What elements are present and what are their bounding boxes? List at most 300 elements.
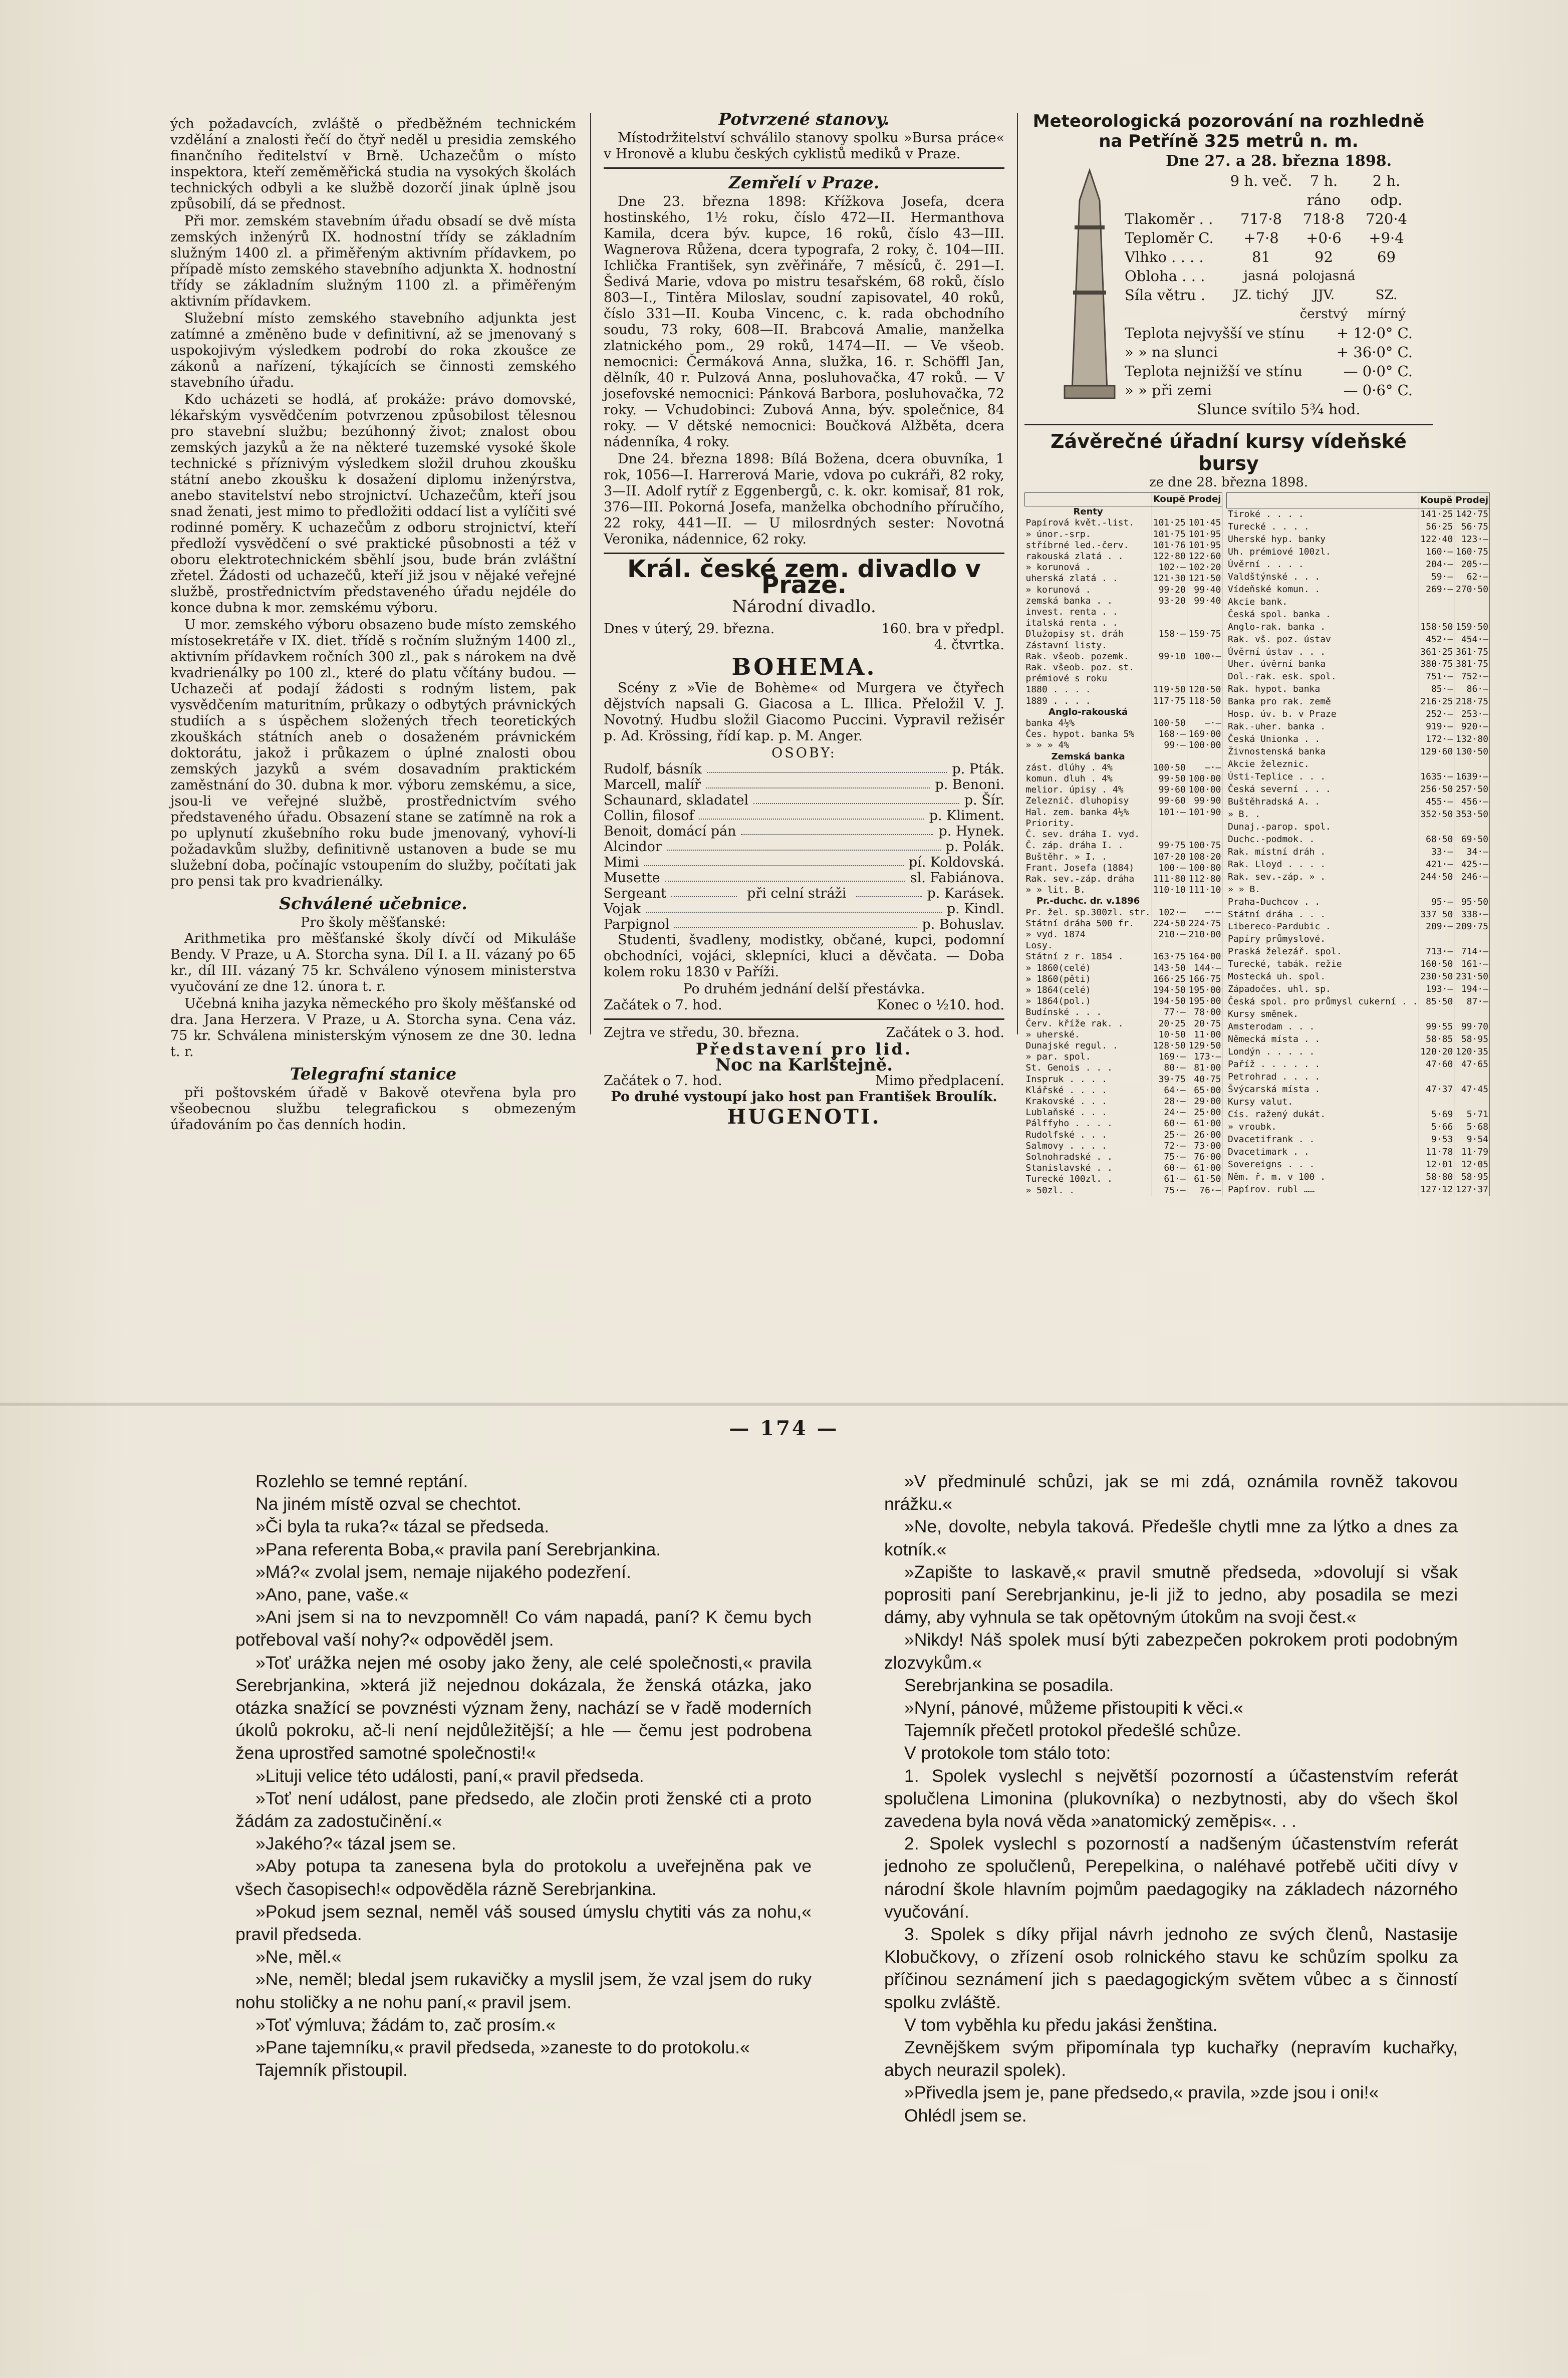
buy-price: 85·— [1419,683,1454,696]
sell-price: 100·80 [1187,863,1222,874]
paragraph: Služební místo zemského stavebního adjunkta jest zatímné a změněno bude v definitivní, až se jmenovaný s uspokojivým výsledkem podrobí do roka zkoušce ze zákonů a nařízení, týkajících se činnosti zemského stavebního úřadu. [170,311,576,390]
story-paragraph: »Aby potupa ta zanesena byla do protokolu a uveřejněna pak ve všech časopisech!« odpověděla rázně Serebrjankina. [235,1856,812,1899]
weather-col-head: 2 h. odp. [1370,172,1403,208]
security-name: Česká spol. banka . [1227,608,1419,621]
sell-price [1187,751,1222,762]
weather-value: +9·4 [1369,229,1404,246]
buy-price: 47·37 [1419,1083,1454,1096]
temperature-label: » » na slunci [1125,344,1218,361]
sell-price: 1639·— [1454,771,1490,783]
buy-price: 128·50 [1152,1040,1187,1051]
exchange-row [1025,1152,1222,1163]
section-subheading: Pro školy měšťanské: [301,915,446,930]
sell-price: 112·80 [1187,874,1222,885]
sell-price: 338·— [1454,908,1490,921]
exchange-row [1227,721,1490,733]
sell-price: 5·71 [1454,1108,1490,1121]
exchange-table-right [1226,492,1490,1196]
security-name: Banka pro rak. země [1227,696,1419,708]
column-notices [604,111,1004,1129]
buy-price: 101·76 [1152,540,1187,551]
story-paragraph: »Toť výmluva; žádám to, zač prosím.« [255,2014,556,2035]
security-name: Salmovy . . . . [1025,1141,1152,1152]
leader-dots [644,855,904,866]
buy-price: 193·— [1419,983,1454,996]
subscription-info: 160. bra v předpl. [881,621,1004,637]
sell-price [1454,758,1490,771]
security-name: Klářské . . . . [1025,1085,1152,1096]
buy-price: 61·— [1152,1174,1187,1185]
story-paragraph: 3. Spolek s díky přijal návrh jednoho ze svých členů, Nastasije Klobučkovy, o zřízení osob rolnického stavu ke schůzím spolku za příčinou seznámení jich s paedagogickým světem vůbec a s činností spolku zvláště. [884,1924,1458,2012]
sell-price: 100·— [1187,651,1222,662]
sell-price: 47·65 [1454,1059,1490,1071]
extras: Studenti, švadleny, modistky, občané, kupci, podomní obchodníci, vojáci, sklepníci, kluci a děvčata. — Doba kolem roku 1830 v Paříži. [604,932,1004,980]
exchange-row [1227,1158,1490,1171]
cast-actor: p. Pták. [952,761,1004,777]
security-name: » uherské. [1025,1029,1152,1040]
security-name: Hosp. úv. b. v Praze [1227,708,1419,721]
paragraph: Dne 24. března 1898: Bílá Božena, dcera obuvníka, 1 rok, 1056—I. Harrerová Marie, vdova po cukráři, 82 roky, 3—II. Adolf rytíř z Eggenbergů, c. k. okr. komisař, 81 rok, 376—III. Pokorná Josefa, manželka obchodního příručího, 22 roky, 441—II. — U milosrdných sester: Novotná Veronika, nádennice, 62 roky. [604,451,1004,547]
story-paragraph: »Toť urážka nejen mé osoby jako ženy, ale celé společnosti,« pravila Serebrjankina, »která již nejednou dokázala, že ženská otázka, jako otázka snažící se povznésti význam ženy, nachází se v řadě moderních úkolů pokroku, ač-li není nejdůležitější; a hle — čemu jest podrobena žena uprostřed samotné společnosti!« [235,1652,812,1763]
security-name: Úvěrní ústav . . . [1227,646,1419,658]
exchange-row [1227,646,1490,658]
column-head-sell: Prodej [1454,493,1490,508]
buy-price [1152,818,1187,829]
weather-value: +0·6 [1306,229,1342,246]
security-name: » 1860(celé) [1025,963,1152,974]
leader-dots [699,808,924,820]
bursa-date: ze dne 28. března 1898. [1149,475,1309,490]
sell-price: 159·50 [1454,621,1490,633]
sell-price: 142·75 [1454,508,1490,521]
buy-price: 25·— [1152,1130,1187,1141]
paragraph: U mor. zemského výboru obsazeno bude místo zemského místosekretáře v IX. diet. třídě s ročním služným 1400 zl., aktivním přídavkem ročních 300 zl., pak s nárokem na dvě kvadrienálky po 100 zl., které do platu včítány budou. — Uchazeči ať podají žádosti s rodným listem, pak vysvědčením maturitním, průkazy o odbytých právnických studiích a s úspěchem složených třech teoretických zkouškách státních aneb o dosaženém právnickém doktorátu, jakož i průkazem o úplné znalosti obou zemských jazyků a svém dosavadním praktickém zaměstnání do 30. dubna k mor. výboru zemskému, a sice, jsou-li ve veřejné službě, prostřednictvím svého představeného úřadu. Obsazení stane se zatímně na rok a po uplynutí zkušebního roku bude jmenovaný, vyhoví-li požadavkům služby, definitivně ustanoven a bude se mu služební doba, počínajíc vstoupením do služby, počítati jak pro pensi tak pro kvadrienálky. [170,617,576,889]
weather-label: Obloha . . . [1125,268,1205,285]
cast-role: Marcell, malíř [604,777,701,792]
buy-price: 33·— [1419,846,1454,858]
buy-price: 101·25 [1152,517,1187,529]
sell-price: 76·00 [1187,1152,1222,1163]
exchange-row [1227,633,1490,646]
divider [604,553,1004,554]
sell-price: 210·00 [1187,929,1222,940]
paragraph: Učebná kniha jazyka německého pro školy měšťanské od dra. Jana Herzera. V Praze, u A. Storcha syna. Cena váz. 75 kr. Schválena ministerským výnosem ze dne 30. ledna t. r. [170,996,576,1060]
exchange-row [1227,809,1490,821]
buy-price: 99·60 [1152,796,1187,807]
security-name: Úvěrní . . . . [1227,558,1419,571]
security-name: Vídeňské komun. . [1227,583,1419,596]
weather-heading: Meteorologická pozorování na rozhledně na Petříně 325 metrů n. m. [1032,111,1425,151]
buy-price: 210·— [1152,929,1187,940]
sell-price: 76·— [1187,1185,1222,1196]
security-name: Priority. [1025,818,1152,829]
sell-price [1187,640,1222,651]
exchange-row [1227,1096,1490,1108]
weather-row [1125,209,1433,228]
sell-price: 130·50 [1454,746,1490,758]
buy-price: 194·50 [1152,985,1187,996]
sell-price: 122·60 [1187,551,1222,562]
sell-price [1187,829,1222,840]
security-name: » 1864(pol.) [1025,996,1152,1007]
security-name: prémiové s roku [1025,673,1152,684]
buy-price [1419,1096,1454,1108]
exchange-row [1025,996,1222,1007]
cast-actor: p. Bohuslav. [922,917,1004,932]
exchange-row [1227,658,1490,671]
sell-price: 270·50 [1454,583,1490,596]
sell-price: 12·05 [1454,1158,1490,1171]
paragraph: Místodržitelství schválilo stanovy spolku »Bursa práce« v Hronově a klubu českých cyklistů mediků v Praze. [604,130,1004,162]
sell-price: —·— [1187,718,1222,729]
security-name: melior. úpisy . 4% [1025,784,1152,796]
paragraph: Arithmetika pro měšťanské školy dívčí od Mikuláše Bendy. V Praze, u A. Storcha syna. Díl I. a II. vázaný po 65 kr., díl III. vázaný 75 kr. Schváleno výnosem ministerstva vyučování ze dne 12. února t. r. [170,931,576,994]
buy-price: 1635·— [1419,771,1454,783]
sell-price [1454,608,1490,621]
security-name: Švýcarská místa . [1227,1083,1419,1096]
security-name: Č. sev. dráha I. vyd. [1025,829,1152,840]
buy-price: 163·75 [1152,951,1187,962]
story-paragraph: »Ne, neměl; bledal jsem rukavičky a myslil jsem, že vzal jsem do ruky nohu stoličky a ne nohu paní,« pravil jsem. [235,1969,812,2012]
buy-price: 751·— [1419,671,1454,683]
divider [1024,424,1433,425]
divider [604,167,1004,169]
sell-price: 61·50 [1187,1174,1222,1185]
temperature-value: — 0·0° C. [1343,363,1413,380]
story-paragraph: »Ne, měl.« [255,1947,342,1967]
security-name: Papíry průmyslové. [1227,933,1419,946]
security-name: Zástavní listy. [1025,640,1152,651]
end-time: Konec o ½10. hod. [877,997,1004,1013]
cast-row [604,917,1004,932]
temperature-value: + 12·0° C. [1336,325,1413,342]
security-name: Papírov. rubl …… [1227,1183,1419,1196]
exchange-row [1025,1051,1222,1063]
security-name: Dol.-rak. esk. spol. [1227,671,1419,683]
sell-price: 99·40 [1187,596,1222,607]
security-name: Cís. ražený dukát. [1227,1108,1419,1121]
buy-price [1152,673,1187,684]
weather-value: 92 [1315,248,1333,266]
security-name: Dunajské regul. . [1025,1040,1152,1051]
security-name: Dlužopisy st. dráh [1025,629,1152,640]
sell-price: 102·20 [1187,562,1222,573]
column-divider [1017,113,1018,1034]
temperature-row [1125,362,1433,381]
buy-price: 244·50 [1419,871,1454,883]
exchange-table-left [1024,492,1222,1196]
sell-price [1187,673,1222,684]
exchange-row [1227,596,1490,608]
security-name: » korunová . [1025,562,1152,573]
weather-value: 69 [1377,248,1396,266]
security-name: Frant. Josefa (1884) [1025,863,1152,874]
exchange-row [1025,863,1222,874]
exchange-row [1025,662,1222,673]
buy-price: 102·— [1152,562,1187,573]
exchange-row [1025,1063,1222,1074]
security-name: Mostecká uh. spol. [1227,971,1419,983]
sell-price: 246·— [1454,871,1490,883]
buy-price [1419,1071,1454,1084]
sell-price: 169·00 [1187,729,1222,740]
next-date: Zejtra ve středu, 30. března. [604,1025,800,1040]
buy-price: 158·— [1152,629,1187,640]
story-paragraph: »Nyní, pánové, můžeme přistoupiti k věci.« [904,1698,1243,1718]
exchange-row [1227,621,1490,633]
buy-price: 39·75 [1152,1074,1187,1085]
buy-price: 75·— [1152,1152,1187,1163]
cast-role: Alcindor [604,839,662,855]
exchange-row [1025,707,1222,718]
buy-price [1152,829,1187,840]
buy-price: 10·50 [1152,1029,1187,1040]
cast-role: Vojak [604,901,641,917]
security-name: » vroubk. [1227,1121,1419,1133]
buy-price [1152,618,1187,629]
exchange-row [1227,896,1490,908]
security-name: Inspruk . . . . [1025,1074,1152,1085]
exchange-row [1025,607,1222,618]
buy-price: 252·— [1419,708,1454,721]
security-name: Státní dráha 500 fr. [1025,918,1152,929]
security-name: Akcie bank. [1227,596,1419,608]
security-name: 1889 . . . . [1025,696,1152,707]
security-name: Turecké, tabák. režie [1227,958,1419,971]
security-name: Dvacetifrank . . [1227,1133,1419,1146]
exchange-row [1025,807,1222,818]
exchange-row [1025,540,1222,551]
weather-value: JZ. tichý [1233,288,1289,303]
weather-dates: Dne 27. a 28. března 1898. [1165,152,1392,170]
cast-heading: OSOBY: [771,745,837,761]
exchange-row [1227,608,1490,621]
buy-price: 56·25 [1419,521,1454,534]
cast-role: Musette [604,870,660,886]
exchange-row [1025,1107,1222,1118]
security-name: Ústi-Teplice . . . [1227,771,1419,783]
security-name: Západočes. uhl. sp. [1227,983,1419,996]
buy-price: 352·50 [1419,809,1454,821]
buy-price: 380·75 [1419,658,1454,671]
exchange-row [1227,1033,1490,1046]
sell-price: 99·40 [1187,585,1222,596]
exchange-row [1227,946,1490,958]
security-name: Rak. sev.-záp. dráha [1025,874,1152,885]
weather-value: SZ. mírný [1367,288,1406,322]
security-name: zást. dlúhy . 4% [1025,762,1152,773]
security-name: Budínské . . . [1025,1007,1152,1018]
exchange-row [1227,883,1490,896]
exchange-row [1025,796,1222,807]
cast-row [604,901,1004,917]
story-paragraph: »Má?« zvolal jsem, nemaje nijakého podezření. [255,1561,631,1582]
sell-price: 78·00 [1187,1007,1222,1018]
exchange-row [1227,983,1490,996]
story-column-left [235,1470,812,2081]
weather-table [1125,171,1433,419]
security-name: Renty [1025,506,1152,518]
security-name: Papírová květ.-list. [1025,517,1152,529]
buy-price [1152,607,1187,618]
leader-dots [646,901,942,913]
sell-price: 129·50 [1187,1040,1222,1051]
exchange-row [1227,783,1490,796]
sell-price: 120·50 [1187,684,1222,695]
weather-row [1125,247,1433,267]
security-name: Losy. [1025,940,1152,951]
security-name: Turecké . . . . [1227,521,1419,534]
buy-price: 107·20 [1152,852,1187,863]
sell-price [1187,940,1222,951]
sell-price: 132·80 [1454,733,1490,746]
exchange-row [1227,683,1490,696]
security-name: Londýn . . . . . [1227,1046,1419,1059]
section-heading: Telegrafní stanice [290,1064,457,1084]
exchange-row [1227,1046,1490,1059]
exchange-row [1227,546,1490,559]
buy-price: 269·— [1419,583,1454,596]
buy-price: 100·50 [1152,762,1187,773]
buy-price: 99·75 [1152,840,1187,851]
exchange-row [1227,1133,1490,1146]
exchange-row [1025,1096,1222,1107]
sell-price [1187,818,1222,829]
buy-price: 224·50 [1152,918,1187,929]
exchange-row [1025,773,1222,784]
weather-label: Vlhko . . . . [1125,248,1204,266]
sell-price: 81·00 [1187,1063,1222,1074]
buy-price: 5·66 [1419,1121,1454,1133]
security-name: » 1864(celé) [1025,985,1152,996]
security-name: Buštěhr. » I. . [1025,852,1152,863]
security-name: Česká spol. pro průmysl cukerní . . [1227,996,1419,1008]
sell-price [1454,883,1490,896]
weather-value [1355,267,1418,286]
weather-value: 717·8 [1240,210,1282,227]
sell-price: 47·45 [1454,1083,1490,1096]
cast-role: Parpignol [604,917,670,932]
sell-price: 231·50 [1454,971,1490,983]
page-fold [0,1403,1568,1406]
exchange-row [1227,521,1490,534]
exchange-row [1025,740,1222,751]
security-name: St. Genois . . . [1025,1063,1152,1074]
security-name: Anglo-rakouská [1025,707,1152,718]
buy-price: 120·20 [1419,1046,1454,1059]
story-paragraph: »Přivedla jsem je, pane předsedo,« pravila, »zde jsou i oni!« [904,2082,1379,2103]
sell-price: 58·95 [1454,1033,1490,1046]
sell-price: 34·— [1454,846,1490,858]
exchange-row [1025,573,1222,584]
subscription-quarter: 4. čtvrtka. [934,637,1004,653]
cast-role: Sergeant [604,886,666,901]
security-name: Anglo-rak. banka . [1227,621,1419,633]
story-paragraph: »Ano, pane, vaše.« [255,1584,409,1605]
buy-price [1419,933,1454,946]
story-paragraph: »Zapište to laskavě,« pravil smutně předseda, »dovolují si však poprositi paní Serebrjankinu, je-li již to jedno, aby posadila se mezi dámy, aby vyhnula se tak opětovným útokům na svoji čest.« [884,1561,1458,1628]
security-name: Pálffyho . . . . [1025,1118,1152,1129]
sell-price: 144·— [1187,963,1222,974]
exchange-row [1025,1141,1222,1152]
security-name: Zeleznič. dluhopisy [1025,796,1152,807]
sell-price [1187,618,1222,629]
security-name: rakouská zlatá . . [1025,551,1152,562]
buy-price: 117·75 [1152,696,1187,707]
exchange-row [1025,963,1222,974]
exchange-row [1227,571,1490,583]
security-name: Libereco-Pardubic . [1227,921,1419,933]
exchange-row [1025,852,1222,863]
sell-price: 95·50 [1454,896,1490,908]
sell-price: 361·75 [1454,646,1490,658]
exchange-row [1025,1118,1222,1129]
exchange-row [1227,971,1490,983]
exchange-row [1227,1071,1490,1084]
security-name: Rak. Lloyd . . . . [1227,858,1419,871]
story-paragraph: 2. Spolek vyslechl s pozorností a nadšeným účastenstvím referát jednoho ze spolučlenů, Perepelkina, o naléhavé potřebě učiti dívy v národní škole hlavním pojmům paedagogiky na základech názorného vyučování. [884,1833,1458,1922]
security-name: » B. . [1227,809,1419,821]
buy-price: 110·10 [1152,885,1187,896]
sell-price: 173·— [1187,1051,1222,1063]
sell-price: 101·95 [1187,540,1222,551]
paragraph: ých požadavcích, zvláště o předběžném technickém vzdělání a znalosti řečí do čtyř neděl u presidia zemského finančního ředitelství v Brně. Uchazečům o místo inspektora, kteří zeměměřická studia na vysokých školách technických odbyli a ke službě dozorčí jinak úplně jsou způsobilí, dá se přednost. [170,116,576,212]
start-time: Začátek o 7. hod. [604,1073,722,1089]
sell-price: 454·— [1454,633,1490,646]
sell-price: 99·70 [1454,1021,1490,1033]
sell-price: 99·90 [1187,796,1222,807]
security-name: Něm. ř. m. v 100 . [1227,1171,1419,1183]
sell-price: 381·75 [1454,658,1490,671]
sell-price: 101·90 [1187,807,1222,818]
buy-price: 64·— [1152,1085,1187,1096]
story-paragraph: »Jakého?« tázal jsem se. [255,1833,456,1854]
lookout-tower-illustration [1044,165,1135,401]
sell-price: 73·00 [1187,1141,1222,1152]
exchange-row [1227,758,1490,771]
security-name: Pr.-duchc. dr. v.1896 [1025,896,1152,907]
security-name: Dvacetimark . . [1227,1146,1419,1158]
temperature-row [1125,343,1433,362]
buy-price: 100·50 [1152,718,1187,729]
column-divider [590,113,591,1034]
buy-price: 141·25 [1419,508,1454,521]
sell-price: 123·— [1454,534,1490,546]
sell-price: 20·75 [1187,1018,1222,1029]
buy-price: 713·— [1419,946,1454,958]
exchange-row [1025,929,1222,940]
leader-dots [856,886,922,897]
play-title-2: Noc na Karlštejně. [715,1055,893,1075]
exchange-row [1227,771,1490,783]
security-name: » vyd. 1874 [1025,929,1152,940]
cast-actor: p. Kindl. [946,901,1004,917]
security-name: Solnohradské . . [1025,1152,1152,1163]
sell-price: 752·— [1454,671,1490,683]
temperature-label: Teplota nejnižší ve stínu [1125,363,1303,380]
buy-price [1419,883,1454,896]
security-name: Zemská banka [1025,751,1152,762]
buy-price [1152,707,1187,718]
story-paragraph: Serebrjankina se posadila. [904,1675,1114,1695]
cast-row [604,855,1004,870]
story-paragraph: »V předminulé schůzi, jak se mi zdá, oznámila rovněž takovou nrážku.« [884,1471,1458,1514]
security-name: Čes. hypot. banka 5% [1025,729,1152,740]
story-paragraph: »Pokud jsem seznal, neměl váš soused úmyslu chytiti vás za nohu,« pravil předseda. [235,1901,812,1945]
exchange-row [1025,1029,1222,1040]
exchange-row [1227,534,1490,546]
weather-value: JJV. čerstvý [1299,288,1348,322]
